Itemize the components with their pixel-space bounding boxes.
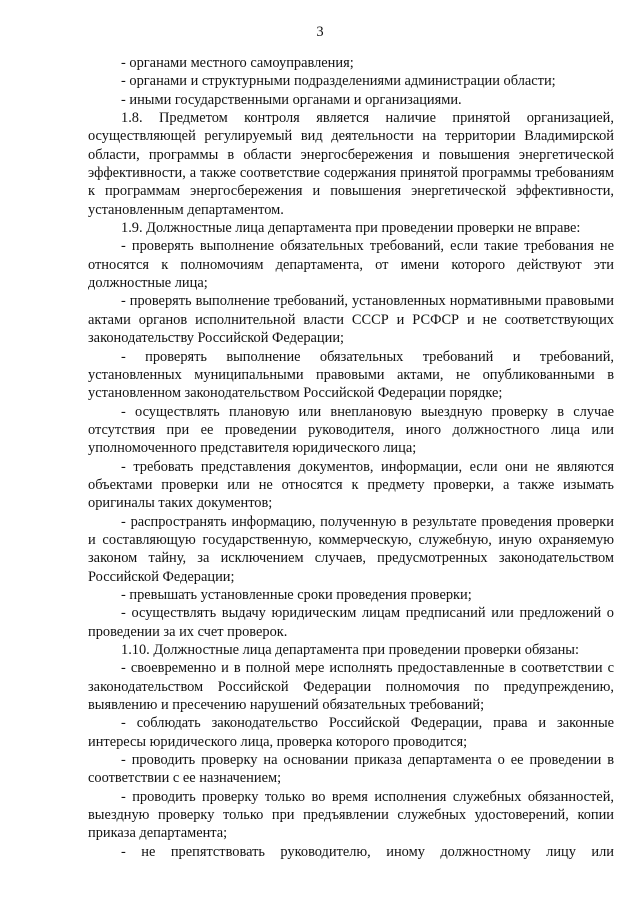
list-item: - требовать представления документов, информации, если они не являются объектами проверки или не относятся к предмету проверки, а также изымать оригиналы таких документов;	[88, 458, 614, 512]
list-item: - осуществлять выдачу юридическим лицам предписаний или предложений о проведении за их счет проверок.	[88, 605, 614, 640]
paragraph-1-8: 1.8. Предметом контроля является наличие принятой организацией, осуществляющей регулируемый вид деятельности на территории Владимирской области, программы в области энергосбережения и повышения энергетической эффективности, а также соответствие содержания принятой программы требованиям к программам энергосбережения и повышения энергетической эффективности, установленным департаментом.	[88, 110, 614, 218]
list-item: - осуществлять плановую или внеплановую выездную проверку в случае отсутствия при ее проведении руководителя, иного должностного лица или уполномоченного представителя юридического лица;	[88, 403, 614, 457]
list-item: - иными государственными органами и организациями.	[121, 91, 462, 108]
paragraph-1-10-heading: 1.10. Должностные лица департамента при проведении проверки обязаны:	[121, 642, 579, 658]
list-item: - органами местного самоуправления;	[121, 55, 354, 71]
list-item: - соблюдать законодательство Российской Федерации, права и законные интересы юридического лица, проверка которого проводится;	[88, 715, 614, 750]
list-item: - органами и структурными подразделениями администрации области;	[121, 73, 556, 90]
list-item: - проводить проверку на основании приказа департамента о ее проведении в соответствии с ее назначением;	[88, 752, 614, 787]
list-item: - превышать установленные сроки проведения проверки;	[121, 586, 472, 603]
document-body	[88, 54, 614, 861]
list-item: - проверять выполнение требований, установленных нормативными правовыми актами органов исполнительной власти СССР и РСФСР и не соответствующих законодательству Российской Федерации;	[88, 293, 614, 347]
page-number: 3	[316, 24, 324, 40]
list-item: - проверять выполнение обязательных требований и требований, установленных муниципальными правовыми актами, не опубликованными в установленном законодательством Российской Федерации порядке;	[88, 348, 614, 402]
paragraph-1-9-heading: 1.9. Должностные лица департамента при проведении проверки не вправе:	[121, 220, 581, 237]
list-item: - своевременно и в полной мере исполнять предоставленные в соответствии с законодательством Российской Федерации полномочия по предупреждению, выявлению и пресечению нарушений обязательных требований;	[88, 660, 614, 714]
list-item: - не препятствовать руководителю, иному должностному лицу или	[121, 843, 614, 860]
list-item: - проверять выполнение обязательных требований, если такие требования не относятся к полномочиям департамента, от имени которого действуют эти должностные лица;	[88, 238, 614, 292]
list-item: - проводить проверку только во время исполнения служебных обязанностей, выездную проверку только при предъявлении служебных удостоверений, копии приказа департамента;	[88, 788, 614, 842]
list-item: - распространять информацию, полученную в результате проведения проверки и составляющую государственную, коммерческую, служебную, иную охраняемую законом тайну, за исключением случаев, предусмотренных законодательством Российской Федерации;	[88, 513, 614, 585]
